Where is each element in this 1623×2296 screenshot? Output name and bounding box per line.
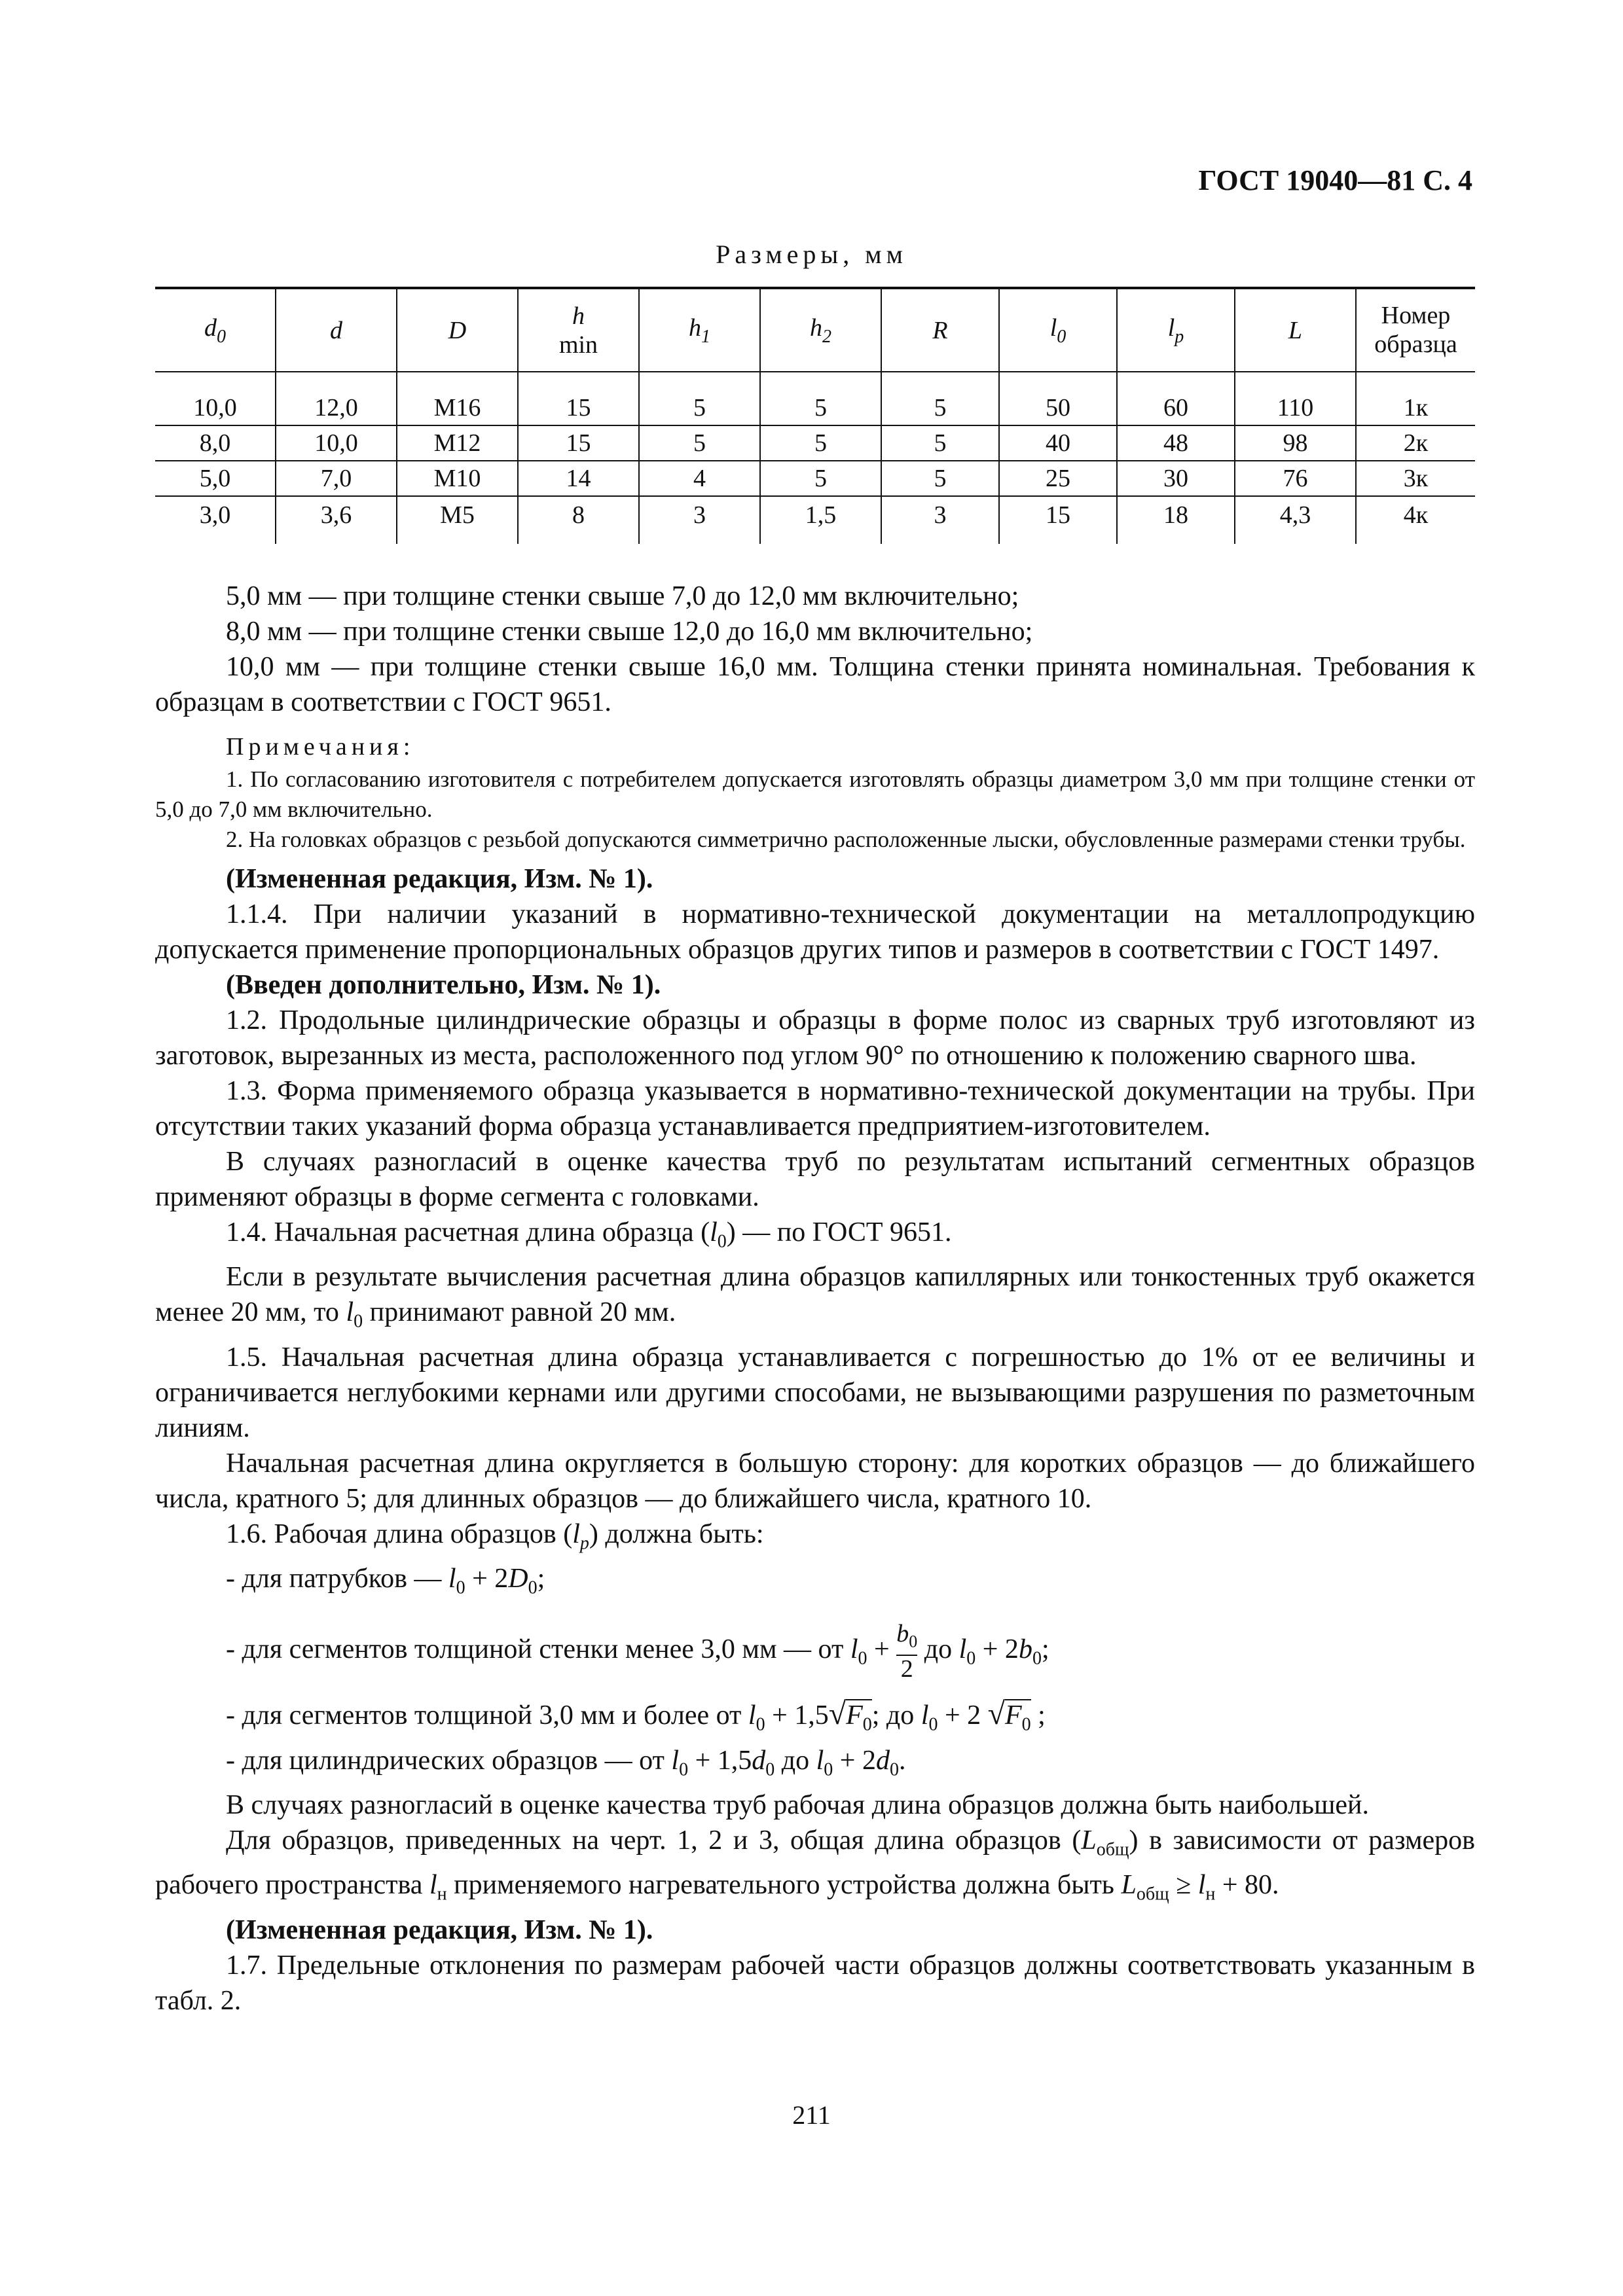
table-cell: 4 xyxy=(639,461,760,496)
table-cell: 5 xyxy=(881,391,999,425)
table-cell: 7,0 xyxy=(276,461,397,496)
col-h1: $h_1$ xyxy=(639,288,760,372)
table-cell: 48 xyxy=(1117,425,1235,461)
body-text xyxy=(155,579,1475,2018)
col-R: R xyxy=(881,288,999,372)
table-row xyxy=(155,496,1475,544)
table-cell: 76 xyxy=(1235,461,1356,496)
col-h-label: h xyxy=(572,302,585,330)
text-run: ; до xyxy=(871,1700,921,1731)
text-run: - для цилиндрических образцов — от xyxy=(226,1745,672,1776)
table-cell: 18 xyxy=(1117,496,1235,544)
table-caption: Размеры, мм xyxy=(716,240,907,269)
table-row xyxy=(155,391,1475,425)
clause-1-1-4: 1.1.4. При наличии указаний в нормативно-технической документации на металлопродукцию допускается применение пропорциональных образцов других типов и размеров в соответствии с ГОСТ 1497. xyxy=(155,899,1475,965)
formula-segments-thin: - для сегментов толщиной стенки менее 3,0 мм — от $l_0$ + $\frac{b_0}{2}$ до $l_0 + 2b_0$; xyxy=(226,1619,1049,1683)
table-header-row xyxy=(155,288,1475,372)
table-cell: 1,5 xyxy=(760,496,881,544)
table-cell: 3к xyxy=(1356,461,1475,496)
notes-heading: Примечания: xyxy=(226,733,415,761)
amendment-note: (Измененная редакция, Изм. № 1). xyxy=(226,1914,653,1945)
dimensions-table xyxy=(155,287,1475,544)
table-cell: 1к xyxy=(1356,391,1475,425)
col-l0: $l_0$ xyxy=(999,288,1117,372)
formula-segments-thick: - для сегментов толщиной 3,0 мм и более от $l_0 + 1,5√F_0$; до $l_0 + 2$ $√F_0$ ; xyxy=(226,1696,1046,1735)
table-cell: 5,0 xyxy=(155,461,276,496)
table-cell: 14 xyxy=(518,461,639,496)
table-cell: М5 xyxy=(397,496,518,544)
table-cell: 2к xyxy=(1356,425,1475,461)
col-h-min: min xyxy=(558,331,598,359)
table-cell: 15 xyxy=(999,496,1117,544)
note-1: 1. По согласованию изготовителя с потребителем допускается изготовлять образцы диаметром 3,0 мм при толщине стенки от 5,0 до 7,0 мм включительно. xyxy=(155,766,1475,822)
table-cell: 8,0 xyxy=(155,425,276,461)
table-cell: 5 xyxy=(760,425,881,461)
table-cell: 3,6 xyxy=(276,496,397,544)
table-cell: 5 xyxy=(760,461,881,496)
text-run: - для сегментов толщиной 3,0 мм и более от xyxy=(226,1700,748,1731)
text-run: до xyxy=(917,1634,959,1664)
table-cell: 5 xyxy=(639,425,760,461)
page-header: ГОСТ 19040—81 С. 4 xyxy=(1198,164,1472,196)
clause-1-7: 1.7. Предельные отклонения по размерам рабочей части образцов должны соответствовать указанным в табл. 2. xyxy=(155,1950,1475,2016)
col-lp: $l_p$ xyxy=(1117,288,1235,372)
table-cell: 40 xyxy=(999,425,1117,461)
table-cell: 3,0 xyxy=(199,501,231,529)
text-run: Для образцов, приведенных на черт. 1, 2 и 3, общая длина образцов ( xyxy=(226,1825,1082,1856)
clause-1-6: 1.6. Рабочая длина образцов $(l_p)$ должна быть: xyxy=(226,1518,764,1554)
clause-1-3: 1.3. Форма применяемого образца указывается в нормативно-технической документации на трубы. При отсутствии таких указаний форма образца устанавливается предприятием-изготовителем. xyxy=(155,1076,1475,1141)
table-cell: 5 xyxy=(881,461,999,496)
table-cell: 10,0 xyxy=(276,425,397,461)
table-cell: 12,0 xyxy=(276,391,397,425)
table-cell: 3 xyxy=(881,496,999,544)
table-cell: 4,3 xyxy=(1235,496,1356,544)
table-row xyxy=(155,461,1475,496)
clause-1-5-cont: Начальная расчетная длина округляется в большую сторону: для коротких образцов — до ближайшего числа, кратного 5; для длинных образцов — до ближайшего числа, кратного 10. xyxy=(155,1448,1475,1514)
table-cell: 15 xyxy=(518,391,639,425)
table-cell: М10 xyxy=(397,461,518,496)
clause-1-4-cont: Если в результате вычисления расчетная длина образцов капиллярных или тонкостенных труб окажется менее 20 мм, то $l_0$ принимают равной 20 мм. xyxy=(155,1262,1475,1332)
table-cell: 30 xyxy=(1117,461,1235,496)
col-D: D xyxy=(397,288,518,372)
table-cell: 98 xyxy=(1235,425,1356,461)
text-run: до xyxy=(775,1745,816,1776)
col-sample-number xyxy=(1356,288,1475,372)
table-cell: М16 xyxy=(397,391,518,425)
text-run: Если в результате вычисления расчетная длина образцов капиллярных или тонкостенных труб окажется менее 20 мм, то xyxy=(155,1262,1475,1328)
col-d: d xyxy=(276,288,397,372)
table-cell: 5 xyxy=(639,391,760,425)
clause-1-6-cont: В случаях разногласий в оценке качества труб рабочая длина образцов должна быть наибольшей. xyxy=(226,1789,1370,1820)
col-h xyxy=(518,288,639,372)
text-run: ) — по ГОСТ 9651. xyxy=(726,1217,952,1247)
text-run: ) должна быть: xyxy=(589,1518,764,1549)
clause-1-2: 1.2. Продольные цилиндрические образцы и образцы в форме полос из сварных труб изготовляют из заготовок, вырезанных из места, расположенного под углом 90° по отношению к положению сварного шва. xyxy=(155,1005,1475,1071)
table-cell: 15 xyxy=(518,425,639,461)
paragraph: 8,0 мм — при толщине стенки свыше 12,0 до 16,0 мм включительно; xyxy=(226,617,1033,647)
text-run: применяемого нагревательного устройства должна быть xyxy=(447,1870,1122,1901)
table-cell: 5 xyxy=(760,391,881,425)
text-run: - для сегментов толщиной стенки менее 3,0 мм — от xyxy=(226,1634,850,1664)
col-sample-number-line1: Номер xyxy=(1381,301,1451,329)
table-cell: 50 xyxy=(999,391,1117,425)
paragraph: 5,0 мм — при толщине стенки свыше 7,0 до 12,0 мм включительно; xyxy=(226,581,1019,611)
text-run: - для патрубков — xyxy=(226,1564,448,1594)
text-run: 1.6. Рабочая длина образцов ( xyxy=(226,1518,573,1549)
col-d0: $d_0$ xyxy=(155,288,276,372)
text-run: 1.4. Начальная расчетная длина образца ( xyxy=(226,1217,710,1247)
amendment-note: (Измененная редакция, Изм. № 1). xyxy=(226,864,653,894)
table-cell: 25 xyxy=(999,461,1117,496)
text-run: ) в зависимости от размеров рабочего пространства xyxy=(155,1825,1475,1901)
table-cell: 3 xyxy=(639,496,760,544)
note-2: 2. На головках образцов с резьбой допускаются симметрично расположенные лыски, обусловленные размерами стенки трубы. xyxy=(226,827,1466,852)
table-cell: 8 xyxy=(518,496,639,544)
table-cell: 110 xyxy=(1235,391,1356,425)
col-sample-number-line2: образца xyxy=(1374,330,1457,358)
table-cell: М12 xyxy=(397,425,518,461)
table-spacer-row xyxy=(155,372,1475,391)
table-cell: 60 xyxy=(1117,391,1235,425)
clause-1-5: 1.5. Начальная расчетная длина образца устанавливается с погрешностью до 1% от ее величины и ограничивается неглубокими кернами или другими способами, не вызывающими разрушения по разметочным линиям. xyxy=(155,1342,1475,1443)
table-cell: 10,0 xyxy=(155,391,276,425)
formula-cylindrical: - для цилиндрических образцов — от $l_0 + 1,5d_0$ до $l_0 + 2d_0$. xyxy=(226,1745,906,1780)
paragraph: 10,0 мм — при толщине стенки свыше 16,0 мм. Толщина стенки принята номинальная. Требования к образцам в соответствии с ГОСТ 9651. xyxy=(155,652,1475,717)
table-row xyxy=(155,425,1475,461)
added-note: (Введен дополнительно, Изм. № 1). xyxy=(226,970,661,1000)
clause-1-4: 1.4. Начальная расчетная длина образца $(l_0)$ — по ГОСТ 9651. xyxy=(226,1217,952,1252)
clause-1-3-cont: В случаях разногласий в оценке качества труб по результатам испытаний сегментных образцов применяют образцы в форме сегмента с головками. xyxy=(155,1147,1475,1212)
table-cell: 5 xyxy=(881,425,999,461)
text-run: принимают равной 20 мм. xyxy=(363,1297,676,1328)
clause-1-6-length: Для образцов, приведенных на черт. 1, 2 и 3, общая длина образцов $(L_{общ})$ в зависимости от размеров рабочего пространства $l_н$ применяемого нагревательного устройства должна быть $L_{общ} \ge l_н + 80$. xyxy=(155,1825,1475,1905)
col-h2: $h_2$ xyxy=(760,288,881,372)
col-L: L xyxy=(1235,288,1356,372)
page-number: 211 xyxy=(792,2100,831,2130)
table-cell: 4к xyxy=(1356,496,1475,544)
formula-pipes: - для патрубков — $l_0 + 2D_0$; xyxy=(226,1564,545,1598)
